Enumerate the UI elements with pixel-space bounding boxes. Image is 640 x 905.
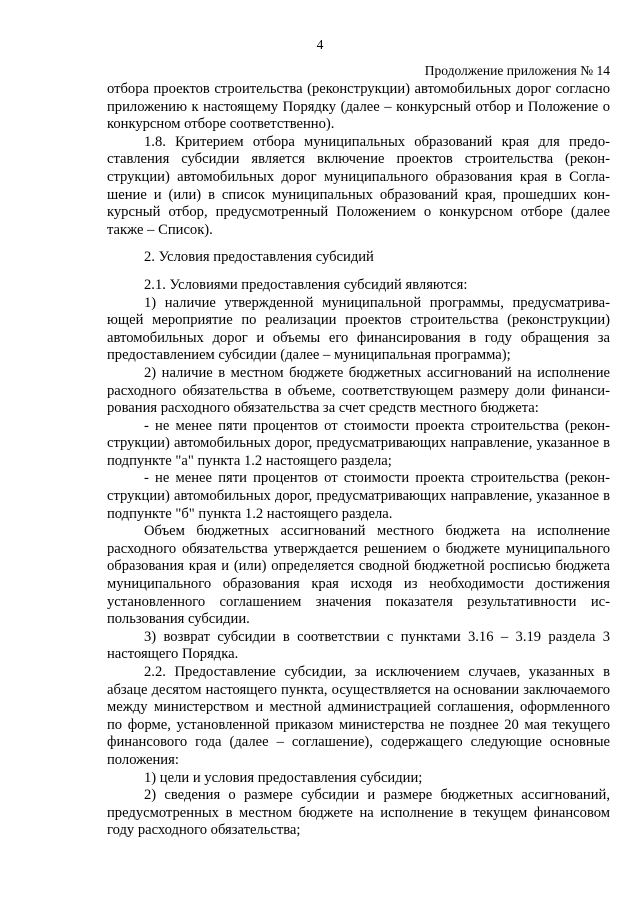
paragraph-2-1-item-3: 3) возврат субсидии в соответствии с пунктами 3.16 – 3.19 раздела 3 настоящего Порядка. bbox=[107, 628, 610, 663]
paragraph-2-1-item-2-dash-a: - не менее пяти процентов от стоимости проекта строительства (реконструкции) автомобильных дорог, предусматривающих направление, указанное в подпункте "а" пункта 1.2 настоящего раздела; bbox=[107, 417, 610, 469]
paragraph-2-1-item-2: 2) наличие в местном бюджете бюджетных ассигнований на исполнение расходного обязательства в объеме, соответствующем размеру доли финансирования расходного обязательства за счет средств местного бюджета: bbox=[107, 364, 610, 417]
document-body bbox=[107, 81, 610, 840]
paragraph-2-2-item-2: 2) сведения о размере субсидии и размере бюджетных ассигнований, предусмотренных в местном бюджете на исполнение в текущем финансовом году расходного обязательства; bbox=[107, 787, 610, 839]
paragraph-2-2: 2.2. Предоставление субсидии, за исключением случаев, указанных в абзаце десятом настоящего пункта, осуществляется на основании заключаемого между министерством и местной администрацией соглашения, оформленного по форме, установленной приказом министерства не позднее 20 мая текущего финансового года (далее – соглашение), содержащего следующие основные положения: bbox=[107, 664, 610, 768]
paragraph-1-7-continuation: отбора проектов строительства (реконструкции) автомобильных дорог согласно приложению к настоящему Порядку (далее – конкурсный отбор и Положение о конкурсном отборе соответственно). bbox=[107, 81, 610, 133]
paragraph-2-1-item-1: 1) наличие утвержденной муниципальной программы, предусматривающей мероприятие по реализации проектов строительства (реконструкции) автомобильных дорог и объемы его финансирования в году обращения за предоставлением субсидии (далее – муниципальная программа); bbox=[107, 294, 610, 364]
section-2-heading: 2. Условия предоставления субсидий bbox=[144, 249, 374, 266]
paragraph-2-1-item-2-dash-b: - не менее пяти процентов от стоимости проекта строительства (реконструкции) автомобильных дорог, предусматривающих направление, указанное в подпункте "б" пункта 1.2 настоящего раздела. bbox=[107, 470, 610, 522]
paragraph-budget-volume: Объем бюджетных ассигнований местного бюджета на исполнение расходного обязательства утверждается решением о бюджете муниципального образования края и (или) определяется сводной бюджетной росписью бюджета муниципального образования края исходя из необходимости достижения установленного соглашением значения показателя результативности использования субсидии. bbox=[107, 523, 610, 628]
continuation-label: Продолжение приложения № 14 bbox=[424, 63, 610, 78]
paragraph-2-1: 2.1. Условиями предоставления субсидий являются: bbox=[144, 276, 468, 293]
page-number: 4 bbox=[316, 37, 324, 52]
paragraph-2-2-item-1: 1) цели и условия предоставления субсидии; bbox=[144, 769, 423, 786]
paragraph-1-8: 1.8. Критерием отбора муниципальных образований края для предоставления субсидии является включение проектов строительства (реконструкции) автомобильных дорог муниципального образования края в Соглашение и (или) в список муниципальных образований края, прошедших конкурсный отбор, предусмотренный Положением о конкурсном отборе (далее также – Список). bbox=[107, 133, 610, 238]
